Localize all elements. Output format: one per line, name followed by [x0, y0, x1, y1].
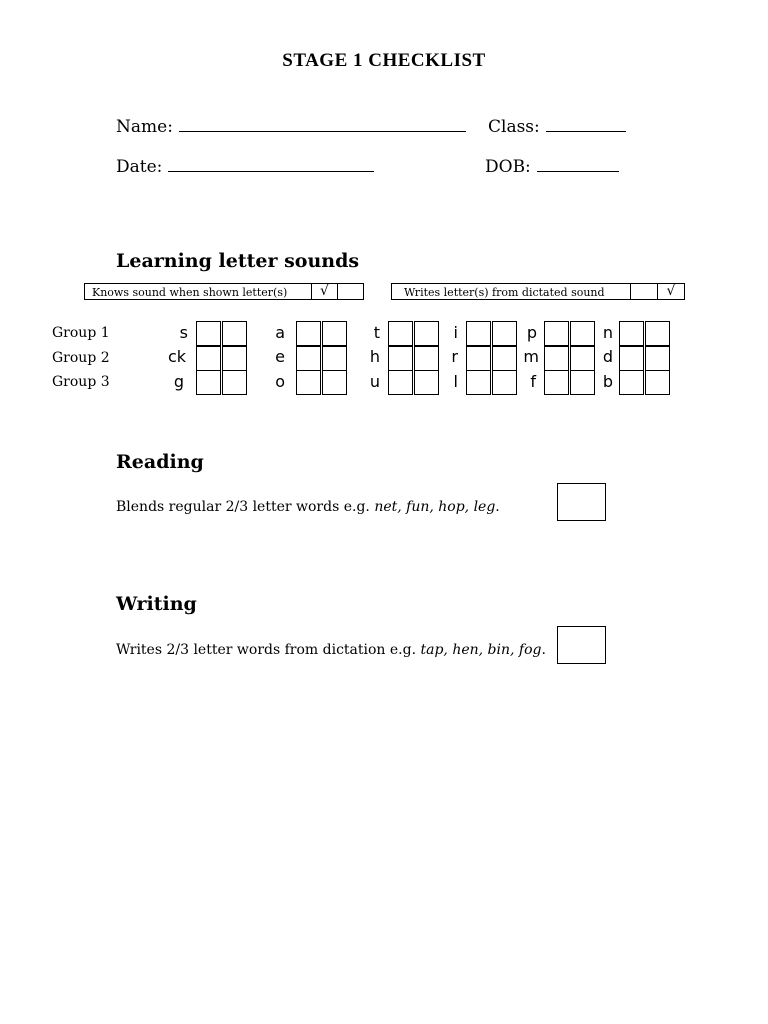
legend-left-empty: [337, 283, 364, 300]
letter-e-writes-box[interactable]: [322, 346, 347, 371]
letter-i-known-box[interactable]: [466, 321, 491, 346]
writing-description: [116, 642, 546, 658]
letter-f: f: [530, 372, 536, 391]
letter-u-known-box[interactable]: [388, 370, 413, 395]
letter-s: s: [179, 323, 188, 342]
writing-text: Writes 2/3 letter words from dictation e.g.: [116, 642, 417, 658]
letter-n-writes-box[interactable]: [645, 321, 670, 346]
letter-e: e: [275, 347, 285, 366]
legend-left-tick: √: [311, 283, 338, 300]
class-line[interactable]: [546, 114, 626, 132]
letter-o-known-box[interactable]: [296, 370, 321, 395]
reading-examples: net, fun, hop, leg: [374, 499, 496, 515]
letter-d: d: [602, 347, 613, 366]
letter-s-known-box[interactable]: [196, 321, 221, 346]
letter-p-known-box[interactable]: [544, 321, 569, 346]
letter-a-writes-box[interactable]: [322, 321, 347, 346]
letter-b: b: [602, 372, 613, 391]
dob-field[interactable]: [485, 154, 619, 177]
letter-i: i: [453, 323, 458, 342]
writing-end: .: [541, 642, 546, 658]
letter-s-writes-box[interactable]: [222, 321, 247, 346]
letter-l: l: [453, 372, 458, 391]
letter-o-writes-box[interactable]: [322, 370, 347, 395]
letter-n: n: [602, 323, 613, 342]
letter-l-known-box[interactable]: [466, 370, 491, 395]
class-field[interactable]: [488, 114, 626, 137]
legend-known-sound: [84, 283, 364, 300]
letter-n-known-box[interactable]: [619, 321, 644, 346]
legend-right-text: Writes letter(s) from dictated sound: [404, 286, 605, 299]
legend-writes-letter: [391, 283, 685, 300]
date-line[interactable]: [168, 154, 374, 172]
letter-d-known-box[interactable]: [619, 346, 644, 371]
class-label: Class:: [488, 117, 540, 137]
reading-description: [116, 499, 500, 515]
reading-checkbox[interactable]: [557, 483, 606, 521]
letter-t: t: [373, 323, 380, 342]
legend-right-tick: √: [657, 283, 685, 300]
writing-heading: Writing: [116, 593, 197, 615]
writing-examples: tap, hen, bin, fog: [420, 642, 542, 658]
letter-m: m: [523, 347, 539, 366]
letter-g-known-box[interactable]: [196, 370, 221, 395]
name-line[interactable]: [179, 114, 466, 132]
reading-heading: Reading: [116, 451, 204, 473]
letter-d-writes-box[interactable]: [645, 346, 670, 371]
letter-r: r: [451, 347, 458, 366]
writing-checkbox[interactable]: [557, 626, 606, 664]
letter-b-writes-box[interactable]: [645, 370, 670, 395]
letter-h-known-box[interactable]: [388, 346, 413, 371]
letter-r-known-box[interactable]: [466, 346, 491, 371]
legend-left-text: Knows sound when shown letter(s): [92, 286, 288, 299]
letter-h: h: [369, 347, 380, 366]
letter-b-known-box[interactable]: [619, 370, 644, 395]
letter-p: p: [526, 323, 537, 342]
letter-t-known-box[interactable]: [388, 321, 413, 346]
letter-o: o: [275, 372, 285, 391]
letter-a: a: [275, 323, 285, 342]
letter-f-known-box[interactable]: [544, 370, 569, 395]
letter-ck-writes-box[interactable]: [222, 346, 247, 371]
reading-end: .: [495, 499, 500, 515]
legend-right-empty: [630, 283, 658, 300]
dob-label: DOB:: [485, 157, 531, 177]
letter-u: u: [369, 372, 380, 391]
letter-m-known-box[interactable]: [544, 346, 569, 371]
name-field[interactable]: [116, 114, 466, 137]
date-field[interactable]: [116, 154, 374, 177]
page-title: STAGE 1 CHECKLIST: [282, 50, 486, 71]
letter-ck-known-box[interactable]: [196, 346, 221, 371]
letter-g: g: [173, 372, 184, 391]
letter-e-known-box[interactable]: [296, 346, 321, 371]
letter-ck: ck: [167, 347, 186, 366]
group-1-label: Group 1: [52, 325, 110, 341]
group-2-label: Group 2: [52, 350, 110, 366]
reading-text: Blends regular 2/3 letter words e.g.: [116, 499, 370, 515]
name-label: Name:: [116, 117, 173, 137]
date-label: Date:: [116, 157, 163, 177]
letter-sounds-heading: Learning letter sounds: [116, 250, 360, 272]
dob-line[interactable]: [537, 154, 619, 172]
letter-g-writes-box[interactable]: [222, 370, 247, 395]
group-3-label: Group 3: [52, 374, 110, 390]
letter-a-known-box[interactable]: [296, 321, 321, 346]
